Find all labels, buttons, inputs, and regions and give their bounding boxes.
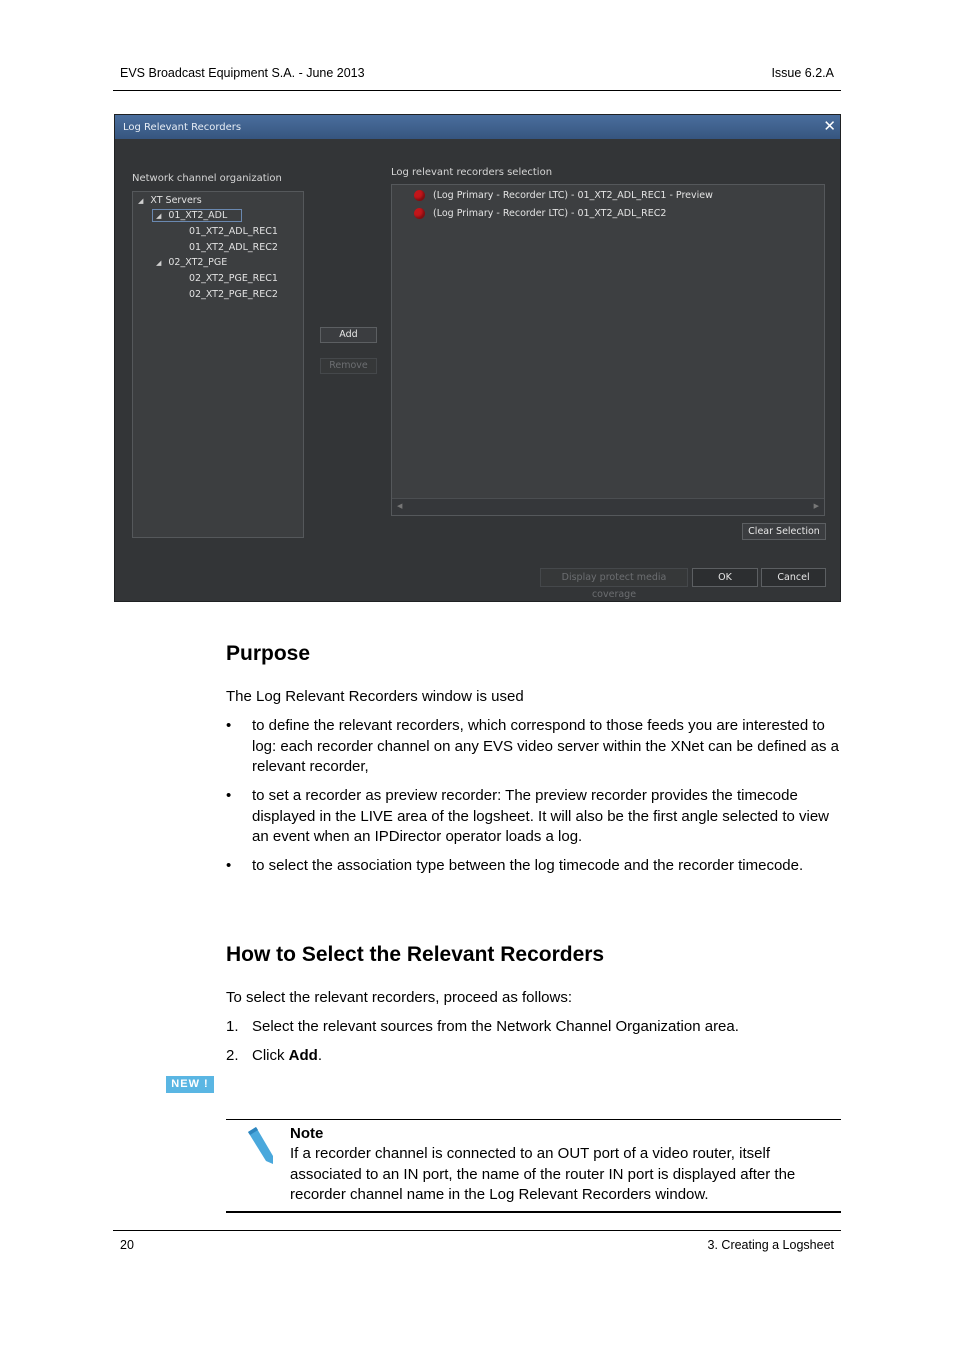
clear-selection-button[interactable]: Clear Selection [742, 523, 826, 540]
remove-button[interactable]: Remove [320, 358, 377, 374]
tree-node-group1[interactable]: ◢ 01_XT2_ADL [152, 209, 242, 222]
tree-node-root[interactable]: ◢ XT Servers [138, 195, 202, 206]
page-header-right: Issue 6.2.A [771, 66, 834, 80]
purpose-heading: Purpose [226, 642, 311, 665]
note-title: Note [290, 1125, 324, 1142]
howto-intro: To select the relevant recorders, proceed as follows: [226, 989, 573, 1006]
scroll-right-icon[interactable]: ▶ [813, 502, 819, 510]
howto-heading: How to Select the Relevant Recorders [226, 943, 605, 966]
tree-node-group2[interactable]: ◢ 02_XT2_PGE [156, 257, 228, 268]
add-button[interactable]: Add [320, 327, 377, 343]
close-icon[interactable]: ✕ [823, 117, 836, 135]
purpose-intro: The Log Relevant Recorders window is used [226, 688, 524, 705]
note-bottom-rule [226, 1211, 841, 1213]
recorders-selection-label: Log relevant recorders selection [391, 167, 553, 178]
tree-leaf[interactable]: 01_XT2_ADL_REC2 [189, 242, 278, 253]
dialog-titlebar [115, 115, 840, 139]
network-channel-label: Network channel organization [132, 173, 282, 184]
header-rule [113, 90, 841, 91]
expand-arrow-icon[interactable]: ◢ [138, 197, 144, 205]
bullet-icon: • [226, 717, 232, 734]
expand-arrow-icon[interactable]: ◢ [156, 259, 162, 267]
tree-leaf[interactable]: 02_XT2_PGE_REC2 [189, 289, 278, 300]
note-text: If a recorder channel is connected to an OUT port of a video router, itself associated to an IN port, the name of the router IN port is displayed after the recorder channel name in the Log Relevant Recorders window. [290, 1145, 796, 1203]
chapter-title: 3. Creating a Logsheet [707, 1238, 834, 1252]
dialog-title: Log Relevant Recorders [123, 122, 242, 133]
record-dot-icon [414, 208, 425, 219]
cancel-button[interactable]: Cancel [761, 568, 826, 587]
list-item[interactable]: (Log Primary - Recorder LTC) - 01_XT2_ADL_REC1 - Preview [414, 190, 713, 201]
page-number: 20 [120, 1238, 134, 1252]
tree-leaf[interactable]: 02_XT2_PGE_REC1 [189, 273, 278, 284]
page-header-left: EVS Broadcast Equipment S.A. - June 2013 [120, 66, 365, 80]
new-badge: NEW ! [166, 1076, 214, 1093]
pencil-icon [243, 1126, 275, 1166]
add-keyword: Add [288, 1047, 318, 1064]
bullet-icon: • [226, 857, 232, 874]
ok-button[interactable]: OK [692, 568, 758, 587]
horizontal-scrollbar[interactable] [392, 498, 824, 515]
log-relevant-recorders-dialog [114, 114, 841, 602]
tree-leaf[interactable]: 01_XT2_ADL_REC1 [189, 226, 278, 237]
network-channel-tree[interactable] [132, 191, 304, 538]
record-dot-icon [414, 190, 425, 201]
recorders-selection-list[interactable] [391, 184, 825, 516]
expand-arrow-icon[interactable]: ◢ [156, 212, 162, 220]
bullet-icon: • [226, 787, 232, 804]
footer-rule [113, 1230, 841, 1231]
scroll-left-icon[interactable]: ◀ [397, 502, 403, 510]
note-top-rule [226, 1119, 841, 1120]
list-item[interactable]: (Log Primary - Recorder LTC) - 01_XT2_ADL_REC2 [414, 208, 666, 219]
display-protect-media-button[interactable]: Display protect media coverage [540, 568, 688, 587]
